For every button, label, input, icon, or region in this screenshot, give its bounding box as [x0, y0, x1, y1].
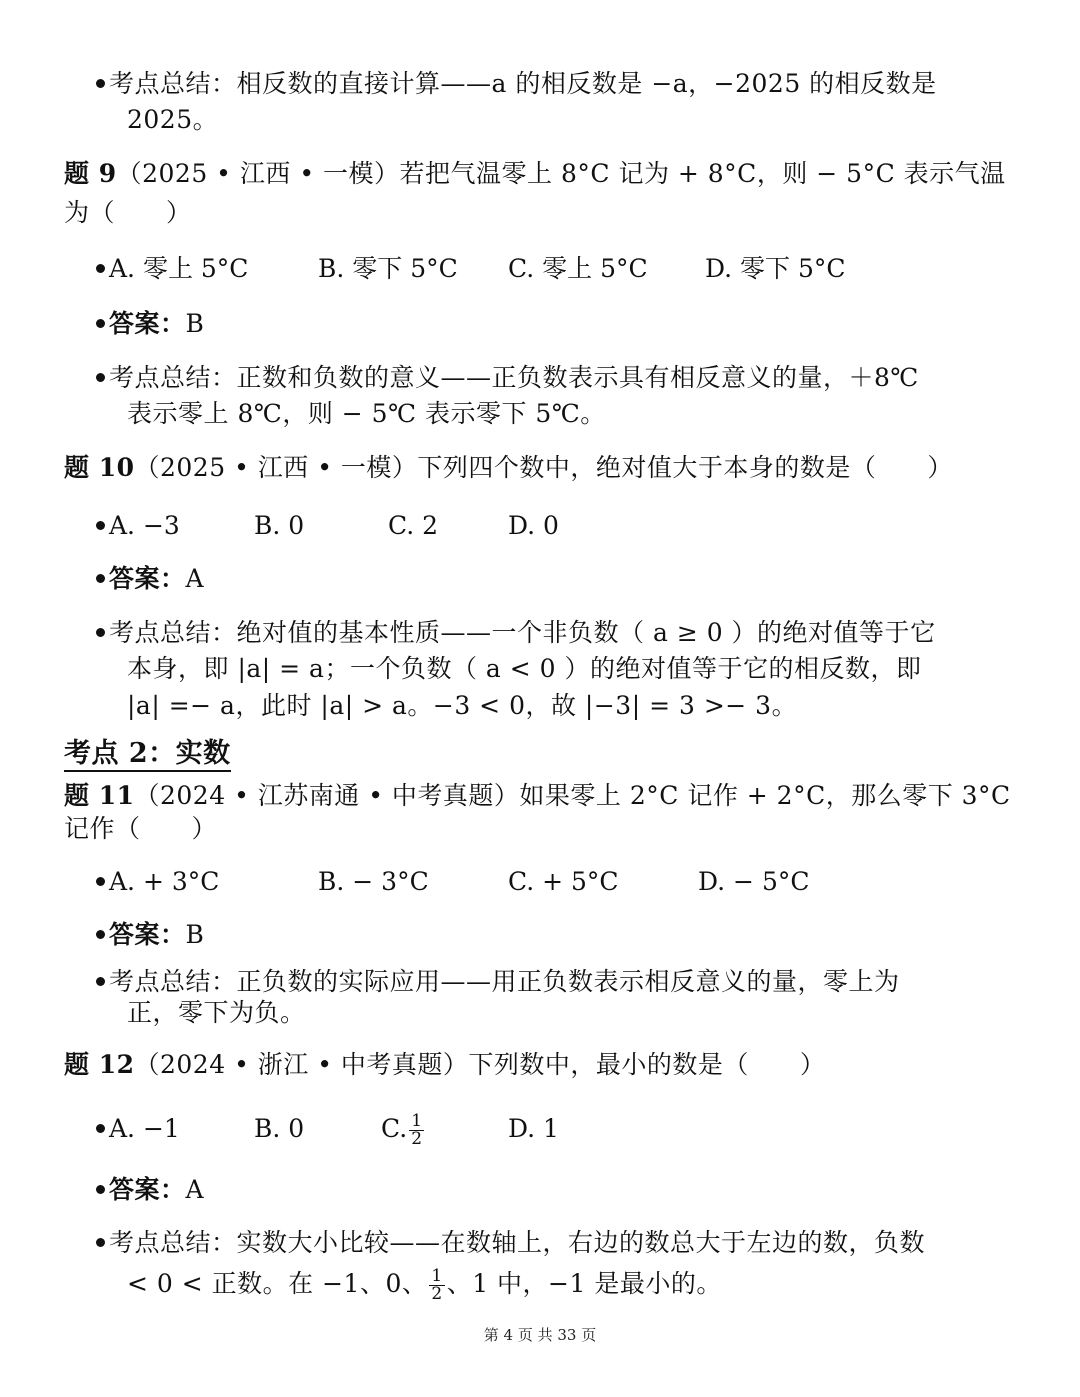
summary-line: [96, 617, 936, 649]
option-a: A. −3: [96, 510, 180, 542]
answer-value: A: [185, 564, 205, 593]
question-label: 题 11: [64, 781, 135, 810]
option-b: B. 零下 5°C: [318, 254, 458, 283]
question-text: （2025 • 江西 • 一模）若把气温零上 8°C 记为 + 8°C，则 − 5°C 表示气温: [116, 159, 1006, 188]
bullet-icon: [96, 319, 105, 328]
bullet-icon: [96, 977, 105, 986]
summary-label: 考点总结：: [109, 967, 237, 996]
section-heading: 考点 2：实数: [64, 738, 231, 770]
option-b: B. 0: [254, 1114, 305, 1143]
summary-line-cont: |a| =− a，此时 |a| > a。−3 < 0，故 |−3| = 3 >− 3。: [127, 691, 798, 720]
bullet-icon: [96, 1238, 105, 1247]
question-text-cont: 为（ ）: [64, 198, 192, 227]
question-text-cont: 记作（ ）: [64, 814, 218, 843]
summary-label: 考点总结：: [109, 1228, 237, 1257]
summary-line-cont: 表示零上 8℃，则 − 5℃ 表示零下 5℃。: [127, 399, 606, 428]
summary-line-cont: < 0 < 正数。在 −1、0、 $\frac{1}{2}$ 、1 中，−1 是最小的。: [127, 1266, 722, 1304]
summary-line: [96, 68, 937, 100]
summary-line-cont: 本身，即 |a| = a；一个负数（ a < 0 ）的绝对值等于它的相反数，即: [127, 654, 922, 683]
question-11: [64, 780, 1011, 812]
option-a: A. + 3°C: [96, 866, 219, 898]
option-d: D. − 5°C: [698, 867, 810, 896]
bullet-icon: [96, 930, 105, 939]
option-b: B. − 3°C: [318, 867, 429, 896]
question-text: （2024 • 浙江 • 中考真题）下列数中，最小的数是（ ）: [134, 1050, 826, 1079]
bullet-icon: [96, 1124, 105, 1133]
option-a: A. 零上 5°C: [96, 253, 248, 285]
answer-value: B: [185, 309, 205, 338]
answer-line: [96, 919, 204, 951]
summary-text: 正负数的实际应用——用正负数表示相反意义的量，零上为: [236, 967, 900, 996]
bullet-icon: [96, 264, 105, 273]
question-text: （2024 • 江苏南通 • 中考真题）如果零上 2°C 记作 + 2°C，那么零下 3°C: [134, 781, 1011, 810]
summary-line: [96, 1227, 925, 1259]
summary-text: 正数和负数的意义——正负数表示具有相反意义的量，＋8℃: [236, 363, 919, 392]
bullet-icon: [96, 521, 105, 530]
answer-line: [96, 563, 204, 595]
option-c: C. 2: [388, 511, 439, 540]
summary-label: 考点总结：: [109, 618, 237, 647]
question-9: [64, 158, 1006, 190]
bullet-icon: [96, 1185, 105, 1194]
bullet-icon: [96, 877, 105, 886]
summary-line-cont: 2025。: [127, 105, 219, 134]
bullet-icon: [96, 628, 105, 637]
bullet-icon: [96, 373, 105, 382]
answer-label: 答案：: [109, 309, 186, 338]
question-12: [64, 1049, 825, 1081]
summary-line: [96, 966, 900, 998]
question-label: 题 12: [64, 1050, 135, 1079]
summary-text: 绝对值的基本性质——一个非负数（ a ≥ 0 ）的绝对值等于它: [236, 618, 936, 647]
answer-label: 答案：: [109, 1175, 186, 1204]
answer-value: B: [185, 920, 205, 949]
question-10: [64, 452, 953, 484]
answer-label: 答案：: [109, 564, 186, 593]
summary-text: 相反数的直接计算——a 的相反数是 −a，−2025 的相反数是: [236, 69, 937, 98]
answer-line: [96, 1174, 204, 1206]
summary-text: 实数大小比较——在数轴上，右边的数总大于左边的数，负数: [236, 1228, 926, 1257]
answer-label: 答案：: [109, 920, 186, 949]
summary-line-cont: 正，零下为负。: [127, 998, 306, 1027]
answer-line: [96, 308, 204, 340]
answer-value: A: [185, 1175, 205, 1204]
option-d: D. 0: [508, 511, 559, 540]
bullet-icon: [96, 79, 105, 88]
page-footer: 第 4 页 共 33 页: [483, 1326, 597, 1344]
summary-label: 考点总结：: [109, 363, 237, 392]
fraction: $\frac{1}{2}$: [411, 1111, 423, 1149]
option-d: D. 零下 5°C: [705, 254, 846, 283]
option-a: A. −1: [96, 1113, 180, 1145]
question-label: 题 10: [64, 453, 135, 482]
question-label: 题 9: [64, 159, 117, 188]
option-c: C. 零上 5°C: [508, 254, 648, 283]
option-d: D. 1: [508, 1114, 559, 1143]
option-c: C. + 5°C: [508, 867, 619, 896]
summary-line: [96, 362, 919, 394]
question-text: （2025 • 江西 • 一模）下列四个数中，绝对值大于本身的数是（ ）: [134, 453, 953, 482]
summary-label: 考点总结：: [109, 69, 237, 98]
bullet-icon: [96, 574, 105, 583]
option-b: B. 0: [254, 511, 305, 540]
fraction: $\frac{1}{2}$: [431, 1266, 443, 1304]
option-c: C. $\frac{1}{2}$: [381, 1111, 423, 1149]
